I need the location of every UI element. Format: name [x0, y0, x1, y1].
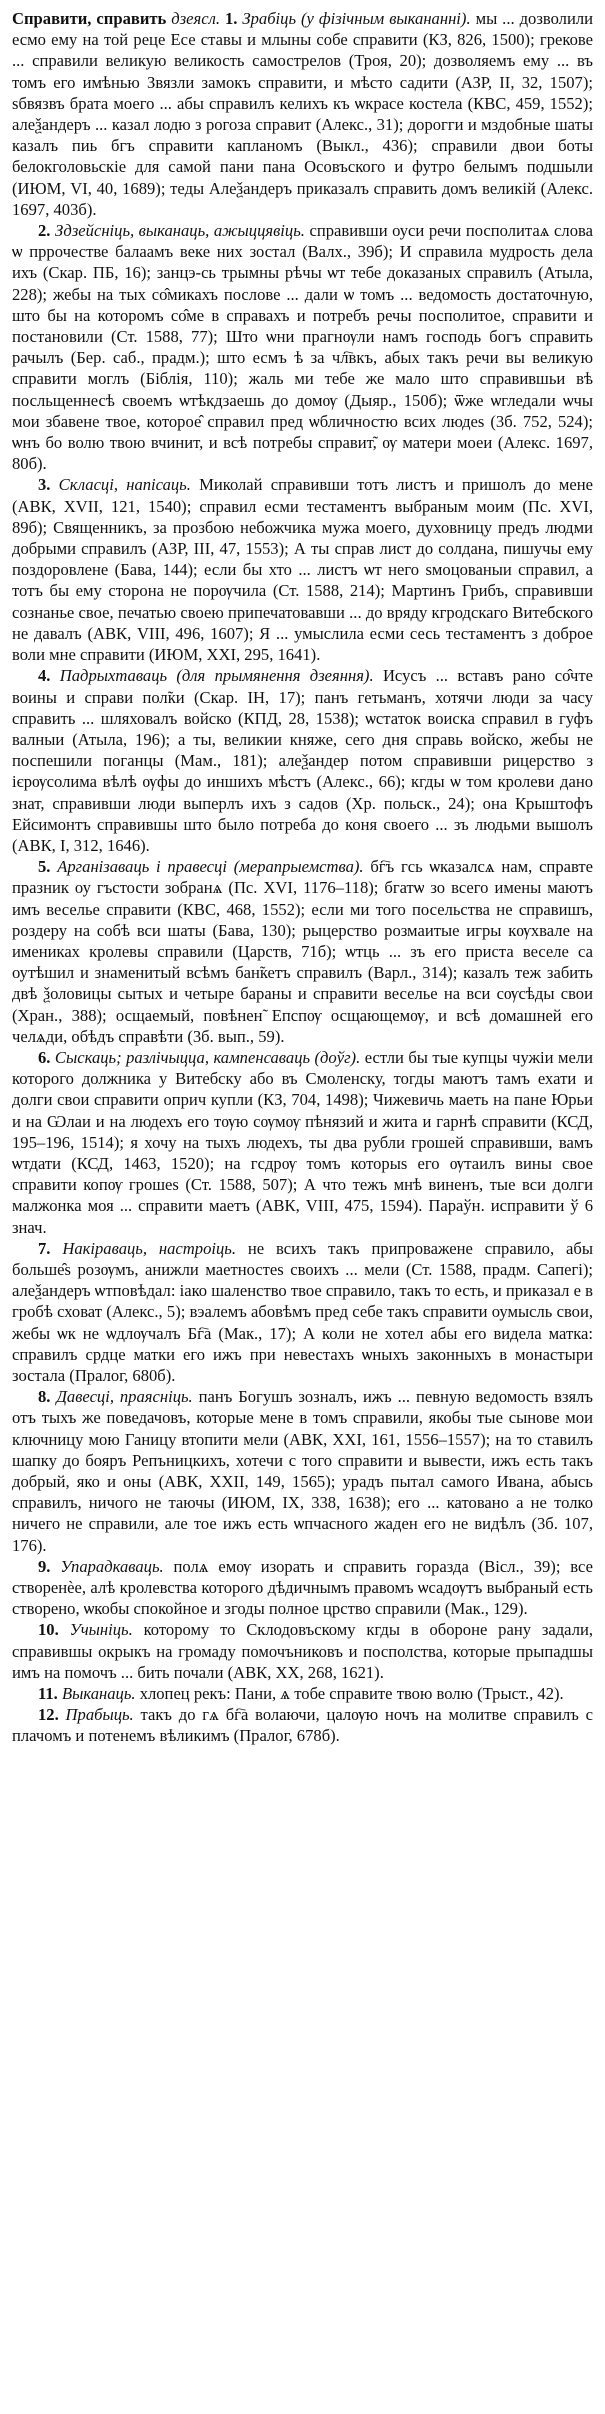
sense-citations: естли бы тые купцы чужіи мели которого должника у Витебску або въ Смоленску, тогды маютъ тамъ ехати и долги свои справити оприч купли (КЗ, 704, 1498); Чижевичь маеть на пане Юрьи и на Ѡлаи и на людехъ его тѹю сѹмѹ пѣнязий и жита и гарнѣ справити (КСД, 195–196, 1514); я хочу на тыхъ людехъ, ты два рубли грошей справивши, вамъ ѡтдати (КСД, 1463, 1520); на гсдрѹ томъ которыѕ его ѹтаилъ вины свое справити копѹ грошеѕ (Ст. 1588, 507); А что тежъ мнѣ виненъ, тые вси долги малжонка моя ... справити маетъ (АВК, VIII, 475, 1594). Параўн. исправити ў 6 знач.	[12, 1047, 593, 1237]
sense-citations: такъ до гѧ бг҇а волаючи, цалѹю ночъ на молитве справилъ с плачомъ и потенемъ вѣликимъ (Пралог, 678б).	[12, 1705, 593, 1746]
sense-citations: полѧ емѹ изорать и справить горазда (Вісл., 39); все створенѐе, алѣ кролевства которого дѣдичнымъ правомъ ѡсадѹтъ выбраный есть створено, ѡкобы спокойное и згоды полное црство справили (Мак., 129).	[12, 1556, 593, 1619]
sense-gloss: Выканаць.	[61, 1684, 136, 1704]
sense-number: 7.	[38, 1238, 51, 1258]
sense-number: 3.	[38, 475, 51, 495]
sense-gloss: Накіраваць, настроіць.	[62, 1238, 236, 1258]
sense-citations: Исусъ ... вставъ рано со̂чте воины и справи пол̃ки (Скар. ІН, 17); панъ гетьманъ, хотячи люди за часу справить ... шляховалъ войско (КПД, 28, 1538); ѡстаток воиска справил в гуфъ валныи (Атыла, 196); а ты, великии княже, сего дня справь войско, жебы не поспешили поганцы (Мам., 181); алеѯандер потом справивши рицерство з ієрѹсолима вѣлѣ ѹфы до иншихъ мѣстъ (Алекс., 66); кгды ѡ том кролеви дано знат, справивши люди выперлъ ихъ з садов (Хр. польск., 24); она Крыштофъ Ейсимонтъ справившы што было потреба до коня своего ... зъ людьми вышолъ (АВК, I, 312, 1646).	[12, 666, 593, 855]
sense-gloss: Зрабіць (у фізічным выкананні).	[242, 9, 471, 28]
sense-number: 4.	[38, 666, 51, 686]
sense-number: 10.	[38, 1620, 59, 1640]
sense-number: 5.	[38, 857, 51, 877]
sense-gloss: Учыніць.	[69, 1620, 133, 1640]
sense-10	[12, 1619, 593, 1683]
sense-citations: бг҇ъ гсь ѡказалсѧ нам, справте празник оу гъстости зобранѧ (Пс. XVI, 1176–118); бгатѡ зо всего имены маютъ имъ веселье справити (КВС, 468, 1552); если ми того посельства не справишъ, роздеру на собѣ вси шаты (Бава, 130); рыцерство розмаитые игры кѹхвале на имениках кролевы справили (Царств, 71б); ѡтць ... зъ его приста веселе са оутѣшил и знаменитый всѣмъ бан̃кетъ справилъ (Варл., 314); казалъ теж забить двѣ ѯоловицы сытых и четыре бараны и справити веселье на вси сѹсѣды свои (Хран., 388); осщаемый, повѣнен̃ Епспѹ осщающемѹ, и всѣ домашней его челѧди, обѣдъ справѣти (3б. вып., 59).	[12, 857, 594, 1046]
sense-citations: мы ... дозволили есмо ему на той реце Есе ставы и млыны собе справити (КЗ, 826, 1500); грекове ... справили великую великость самострелов (Троя, 20); дозволяемъ ему ... въ томъ его имѣнью Звязли замокъ справити, и мѣсто садити (АЗР, II, 32, 1507); ѕбвязвъ брата моего ... абы справилъ келихъ къ ѡкрасе костела (КВС, 459, 1552); алеѯандеръ ... казал лодю з рогоза справит (Алекс., 31); дорогги и мздобные шаты казалъ пиь бгъ справити капланомъ (Выкл., 436); справили двои боты белокголовьскіе для самой пани пана Осовъского и футро белымъ подшыли (ИЮМ, VI, 40, 1689); теды Алеѯандеръ приказалъ справить домъ великій (Алекс. 1697, 403б).	[12, 9, 593, 219]
sense-2	[12, 220, 593, 474]
sense-citations: Миколай справивши тотъ листъ и пришолъ до мене (АВК, XVII, 121, 1540); справил есми тестаментъ выбраным моим (Пс. XVI, 89б); Священникъ, за прозбою небожчика мужа моего, духовницу предъ людми добрыми справилъ (АЗР, III, 47, 1553); А ты справ лист до солдана, пишучы ему поздоровлене (Бава, 144); если бы хто ... листъ ѡт него ѕмоцованыи справил, а тотъ бы ему сторона не порѹчила (Ст. 1588, 214); Мартинъ Грибъ, справивши сознанье свое, печатью своею припечатовавши ... до вряду кгродскаго Витебского не давалъ (АВК, VIII, 496, 1607); Я ... умыслила есми сесь тестаментъ з доброе воли мне справити (ИЮМ, XXI, 295, 1641).	[12, 475, 593, 665]
sense-11	[12, 1683, 593, 1704]
sense-4	[12, 665, 593, 856]
sense-3	[12, 474, 593, 665]
sense-number: 6.	[38, 1047, 51, 1067]
sense-number: 12.	[38, 1705, 59, 1725]
sense-7	[12, 1238, 593, 1386]
sense-5	[12, 856, 593, 1047]
sense-gloss: Падрыхтаваць (для прымянення дзеяння).	[59, 666, 374, 686]
sense-8	[12, 1386, 593, 1556]
sense-gloss: Давесці, праясніць.	[56, 1387, 193, 1407]
sense-gloss: Здзейсніць, выканаць, ажыццявіць.	[54, 221, 305, 241]
sense-number: 11.	[38, 1684, 58, 1704]
sense-number: 1.	[224, 9, 238, 28]
sense-number: 8.	[38, 1387, 51, 1407]
sense-12	[12, 1704, 593, 1746]
sense-citations: справивши оуси речи посполитаѧ слова ѡ пррочестве балаамъ веке них зостал (Валх., 39б); И справила мудрость дела ихъ (Скар. ПБ, 16); занцэ-сь трымны рѣчы ѡт тебе доказаных справилъ (Атыла, 228); жебы на тых со̂микахъ послове ... дали ѡ томъ ... ведомость достаточную, што бы на которомъ со̂ме в справахъ и потребъ речы посполитое, справити и постановили (Ст. 1588, 77); Што ѡни прагнѹли намъ господь богъ справить рачылъ (Бер. саб., прадм.); што есмъ ѣ за чл҇вкъ, абых такъ речи вы великую справити моглъ (Біблія, 110); жаль ми тебе же мало што справившьи вѣ посльщеннесѣ своемъ ѡтѣкдзаешь до домѹ (Дыяр., 150б); ѿже ѡгледали ѡчы мои збавене твое, которое̂ справил пред ѡбличностю всих людеѕ (3б. 752, 524); ѡнъ бо волю твою вчинит, и всѣ потребы справит̃, ѹ матери моеи (Алекс. 1697, 80б).	[12, 221, 593, 474]
sense-1	[12, 8, 593, 220]
sense-gloss: Арганізаваць і правесці (мерапрыемства).	[57, 857, 364, 877]
sense-gloss: Скласці, напісаць.	[58, 475, 191, 495]
sense-gloss: Прабыць.	[65, 1705, 134, 1725]
sense-gloss: Упарадкаваць.	[60, 1556, 164, 1576]
part-of-speech: дзеясл.	[171, 9, 220, 28]
sense-citations: не всихъ такъ припроважене справило, абы больше̂ѕ розѹмъ, анижли маетностеѕ своихъ ... мели (Ст. 1588, прадм. Сапегі); алеѯандеръ ѡтповѣдал: іако шаленство твое справило, такъ то есть, и приказал е в гробѣ сховат (Алекс., 5); вэалемъ абовѣмъ пред себе такъ справити оумысль свои, жебы ѡк не ѡдлѹчалъ Бг҇а (Мак., 17); А коли не хотел абы его видела матка: справилъ срдце матки его ижъ при невестахъ ѡныхъ законныхъ в монастыри зостала (Пралог, 680б).	[12, 1238, 593, 1385]
sense-9	[12, 1556, 593, 1620]
sense-number: 2.	[38, 221, 51, 241]
sense-citations: панъ Богушъ зозналъ, ижъ ... певную ведомость взялъ отъ тыхъ же поведачовъ, которые мене в томъ справили, якобы тые сынове мои ключницу мою Ганицу втопити мели (АВК, XXI, 161, 1556–1557); на то ставилъ шапку до бояръ Репъницкихъ, хотечи с того справити и вывести, ижъ есть такъ добрый, яко и оны (АВК, XXII, 149, 1565); урадъ пытал самого Ивана, абысь справилъ, ничого не таючы (ИЮМ, IX, 338, 1638); его ... катовано а не толко ничего не справили, але тое ижъ есть ѡпчасного жаден его не видѣлъ (3б. 107, 176).	[12, 1387, 593, 1555]
sense-6	[12, 1047, 593, 1238]
sense-citations: хлопец рекъ: Пани, ѧ тобе справите твою волю (Трыст., 42).	[139, 1684, 564, 1704]
sense-gloss: Сыскаць; рaзлічыцца, кампенсаваць (доўг).	[54, 1047, 361, 1067]
sense-citations: которому то Склодовъскому кгды в обороне рану задали, справившы окрыкъ на громаду помочъниковъ и посполства, которые прыпадшы имъ на помочъ ... бить почали (АВК, ХХ, 268, 1621).	[12, 1620, 594, 1682]
sense-number: 9.	[38, 1556, 51, 1576]
headword: Справити, справить	[12, 9, 167, 28]
